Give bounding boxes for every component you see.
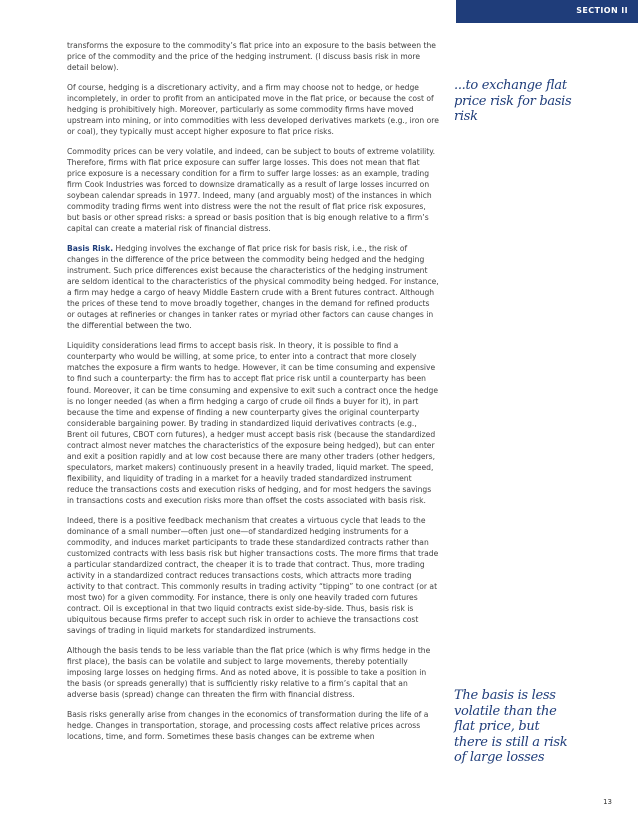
basis-risk-heading: Basis Risk. bbox=[67, 244, 114, 254]
pull-quote-2: The basis is less volatile than the flat price, but there is still a risk of large losses bbox=[454, 688, 568, 765]
main-text-column bbox=[67, 40, 439, 751]
body-paragraph-6: Indeed, there is a positive feedback mechanism that creates a virtuous cycle that leads to the dominance of a small number—often just one—of standardized hedging instruments for a commodity, and induces market participants to trade these standardized contracts rather than customized contracts with less basis risk but higher transactions costs. The more firms that trade a particular standardized contract, the cheaper it is to trade that contract. Thus, more trading activity in a standardized contract reduces transactions costs, which attracts more trading activity to that contract. This commonly results in trading activity “tipping” to one contract (or at most two) for a given commodity. For instance, there is only one heavily traded corn futures contract. Oil is exceptional in that two liquid contracts exist side-by-side. Thus, basis risk is ubiquitous because firms prefer to accept such risk in order to achieve the transactions cost savings of trading in liquid markets for standardized instruments. bbox=[67, 515, 439, 636]
body-paragraph-3: Commodity prices can be very volatile, and indeed, can be subject to bouts of extreme volatility. Therefore, firms with flat price exposure can suffer large losses. This does not mean that flat price exposure is a necessary condition for a firm to suffer large losses: as an example, trading firm Cook Industries was forced to downsize dramatically as a result of large losses incurred on soybean calendar spreads in 1977. Indeed, many (and arguably most) of the instances in which commodity trading firms went into distress were the not the result of flat price risk exposures, but basis or other spread risks: a spread or basis position that is big enough relative to a firm’s capital can create a material risk of financial distress. bbox=[67, 146, 436, 234]
body-paragraph-7: Although the basis tends to be less variable than the flat price (which is why firms hedge in the first place), the basis can be volatile and subject to large movements, thereby potentially imposing large losses on hedging firms. And as noted above, it is possible to take a position in the basis (or spreads generally) that is sufficiently risky relative to a firm’s capital that an adverse basis (spread) change can threaten the firm with financial distress. bbox=[67, 646, 431, 700]
body-paragraph-1: transforms the exposure to the commodity’s flat price into an exposure to the basis between the price of the commodity and the price of the hedging instrument. (I discuss basis risk in more detail below). bbox=[67, 41, 436, 73]
basis-risk-text: Hedging involves the exchange of flat price risk for basis risk, i.e., the risk of changes in the difference of the price between the commodity being hedged and the hedging instrument. Such price differences exist because the characteristics of the hedging instrument are seldom identical to the characteristics of the physical commodity being hedged. For instance, a firm may hedge a cargo of heavy Middle Eastern crude with a Brent futures contract. Although the prices of these tend to move broadly together, changes in the demand for refined products or outages at refineries or changes in tanker rates or myriad other factors can cause changes in the differential between the two. bbox=[67, 244, 439, 331]
page-number: 13 bbox=[603, 798, 612, 806]
body-paragraph-5: Liquidity considerations lead firms to accept basis risk. In theory, it is possible to find a counterparty who would be willing, at some price, to enter into a contract that more closely matches the exposure a firm wants to hedge. However, it can be time consuming and expensive to find such a counterparty: the firm has to accept flat price risk until a counterparty has been found. Moreover, it can be time consuming and expensive to exit such a contract once the hedge is no longer needed (as when a firm hedging a cargo of crude oil finds a buyer for it), in part because the time and expense of finding a new counterparty gives the original counterparty considerable bargaining power. By trading in standardized liquid derivatives contracts (e.g., Brent oil futures, CBOT corn futures), a hedger must accept basis risk (because the standardized contract almost never matches the characteristics of the exposure being hedged), but can enter and exit a position rapidly and at low cost because there are many other traders (other hedgers, speculators, market makers) continuously present in a heavily traded, liquid market. The speed, flexibility, and liquidity of trading in a market for a heavily traded standardized instrument reduce the transactions costs and execution risks of hedging, and for most hedgers the savings in transactions costs and execution risks more than offset the costs associated with basis risk. bbox=[67, 341, 439, 505]
section-header-bar bbox=[456, 0, 638, 23]
section-label: SECTION II bbox=[576, 6, 628, 15]
body-paragraph-4 bbox=[67, 243, 439, 331]
body-paragraph-2: Of course, hedging is a discretionary activity, and a firm may choose not to hedge, or hedge incompletely, in order to profit from an anticipated move in the flat price, or because the cost of hedging is prohibitively high. Moreover, particularly as some commodity firms have moved upstream into mining, or into commodities with less developed derivatives markets (e.g., iron ore or coal), they typically must accept higher exposure to flat price risks. bbox=[67, 82, 439, 137]
body-paragraph-8: Basis risks generally arise from changes in the economics of transformation during the life of a hedge. Changes in transportation, storage, and processing costs affect relative prices across locations, time, and form. Sometimes these basis changes can be extreme when bbox=[67, 710, 429, 742]
pull-quote-1: ...to exchange flat price risk for basis risk bbox=[454, 78, 572, 124]
